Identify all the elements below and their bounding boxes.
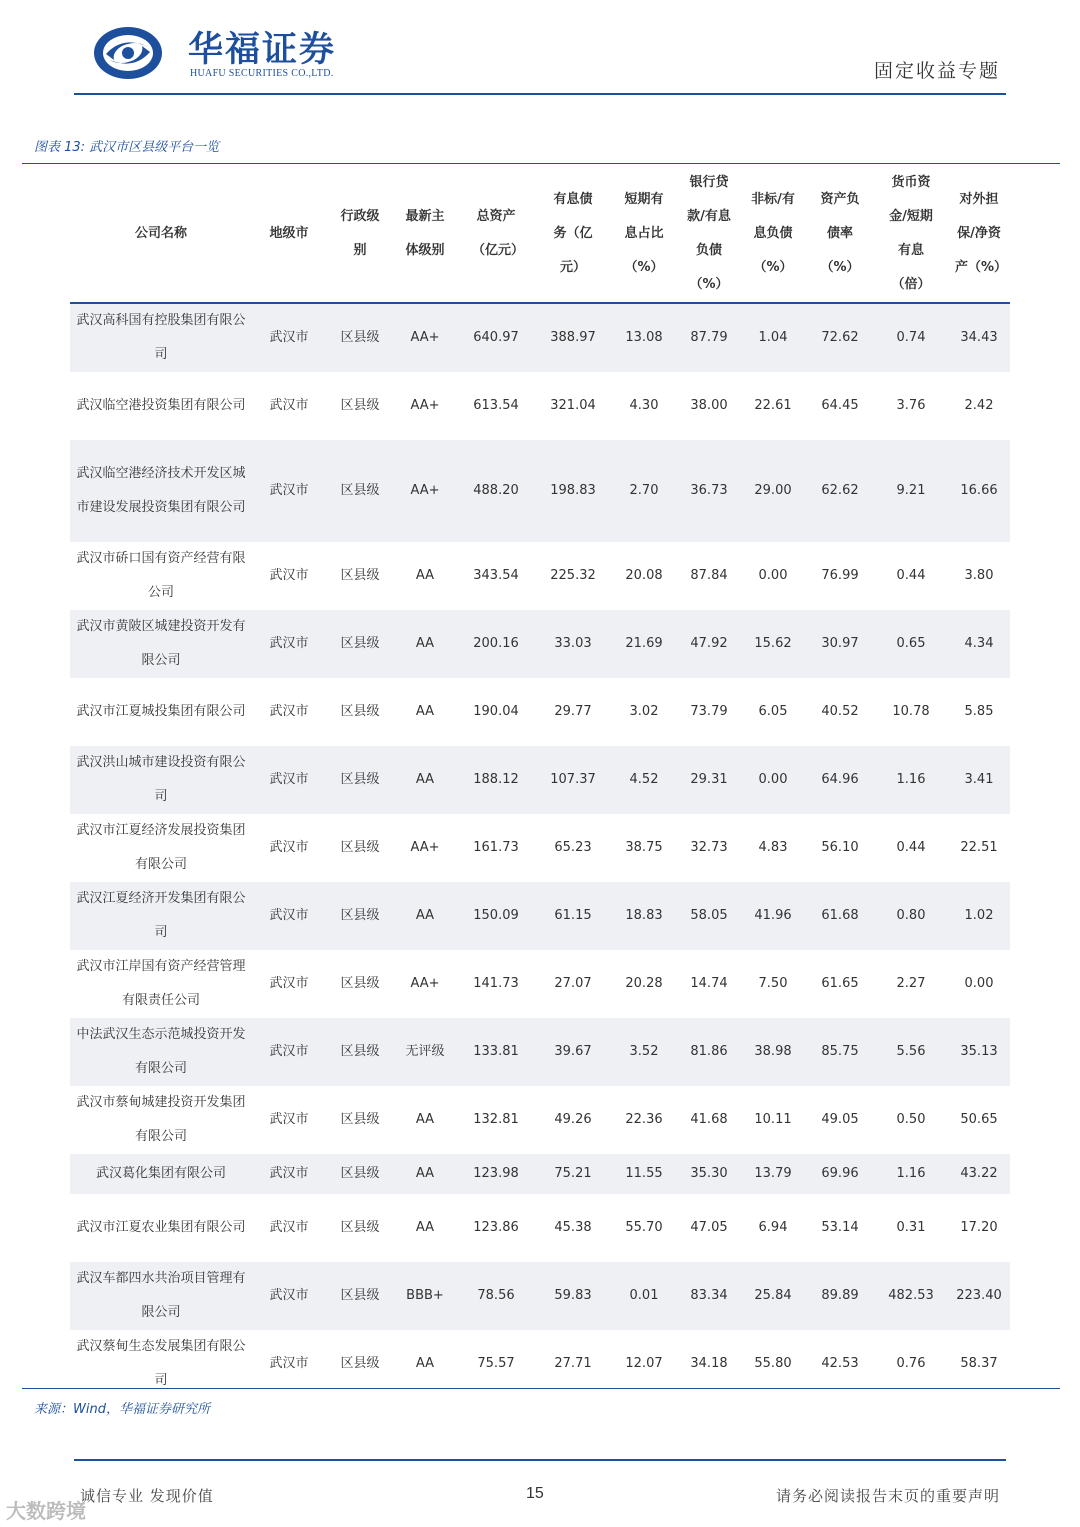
- table-cell: 76.99: [821, 568, 859, 583]
- table-cell: AA: [394, 882, 456, 950]
- table-cell: 3.41: [948, 746, 1010, 814]
- table-cell: 武汉市: [252, 610, 326, 678]
- table-cell: 武汉市: [269, 840, 309, 855]
- table-cell: 2.70: [610, 440, 678, 542]
- table-cell: 39.67: [536, 1018, 610, 1086]
- table-cell: 9.21: [874, 440, 948, 542]
- table-row: [70, 1018, 1010, 1086]
- table-cell: 107.37: [536, 746, 610, 814]
- table-cell: AA: [394, 746, 456, 814]
- table-cell: 343.54: [473, 568, 519, 583]
- table-cell: 223.40: [948, 1262, 1010, 1330]
- table-cell: AA: [394, 610, 456, 678]
- table-row: [70, 303, 1010, 372]
- table-cell: 3.80: [964, 568, 994, 583]
- table-cell: AA+: [410, 976, 440, 991]
- table-cell: 1.16: [874, 746, 948, 814]
- company-name-cell: 武汉市蔡甸城建投资开发集团有限公司: [76, 1095, 246, 1144]
- table-cell: 0.65: [874, 610, 948, 678]
- table-cell: 武汉市: [252, 746, 326, 814]
- table-cell: 0.00: [740, 746, 806, 814]
- table-cell: 15.62: [740, 610, 806, 678]
- table-cell: 75.21: [536, 1154, 610, 1194]
- table-header-row: [70, 166, 1010, 303]
- table-cell: 10.11: [754, 1112, 792, 1127]
- table-cell: 47.92: [678, 610, 740, 678]
- table-cell: 武汉市: [252, 1262, 326, 1330]
- document-type: 固定收益专题: [873, 60, 1000, 82]
- header-divider: [74, 93, 1006, 95]
- table-cell: 0.44: [896, 568, 926, 583]
- table-cell: 33.03: [536, 610, 610, 678]
- table-cell: 13.08: [610, 303, 678, 372]
- table-cell: 区县级: [340, 1112, 380, 1127]
- table-top-rule: [22, 163, 1060, 164]
- table-cell: 区县级: [340, 704, 380, 719]
- table-cell: 1.16: [874, 1154, 948, 1194]
- table-row: [70, 372, 1010, 440]
- page-header: [0, 0, 1080, 100]
- table-row: [70, 1194, 1010, 1262]
- table-cell: 83.34: [678, 1262, 740, 1330]
- table-cell: 50.65: [960, 1112, 998, 1127]
- table-cell: 区县级: [326, 440, 394, 542]
- footer-slogan: 诚信专业 发现价值: [80, 1487, 214, 1505]
- table-cell: 161.73: [473, 840, 519, 855]
- table-cell: 3.76: [896, 398, 926, 413]
- table-cell: 27.07: [554, 976, 592, 991]
- table-cell: AA+: [394, 440, 456, 542]
- table-cell: 321.04: [550, 398, 596, 413]
- col-header: 对外担保/净资产（%）: [948, 166, 1010, 303]
- table-cell: 2.27: [896, 976, 926, 991]
- table-cell: 38.98: [740, 1018, 806, 1086]
- table-cell: 123.86: [473, 1220, 519, 1235]
- table-cell: 武汉市: [269, 1356, 309, 1371]
- table-cell: 0.50: [896, 1112, 926, 1127]
- table-cell: 5.85: [964, 704, 994, 719]
- table-cell: 武汉市: [252, 1154, 326, 1194]
- table-cell: 55.80: [754, 1356, 792, 1371]
- table-row: [70, 542, 1010, 610]
- col-header: 非标/有息负债（%）: [740, 166, 806, 303]
- table-cell: 61.65: [821, 976, 859, 991]
- table-cell: 35.30: [678, 1154, 740, 1194]
- table-cell: 89.89: [806, 1262, 874, 1330]
- table-cell: 73.79: [690, 704, 728, 719]
- table-cell: 29.77: [554, 704, 592, 719]
- page-number: 15: [526, 1485, 544, 1502]
- table-cell: 1.04: [740, 303, 806, 372]
- table-cell: 13.79: [740, 1154, 806, 1194]
- table-cell: 4.34: [948, 610, 1010, 678]
- table-cell: 62.62: [806, 440, 874, 542]
- table-cell: 16.66: [948, 440, 1010, 542]
- table-cell: 武汉市: [269, 704, 309, 719]
- table-cell: 41.68: [690, 1112, 728, 1127]
- company-name-cell: 武汉临空港投资集团有限公司: [76, 398, 246, 413]
- table-cell: 35.13: [948, 1018, 1010, 1086]
- table-cell: 3.02: [629, 704, 659, 719]
- table-cell: 34.43: [948, 303, 1010, 372]
- table-cell: 0.01: [610, 1262, 678, 1330]
- brand-name-cn: 华福证券: [188, 29, 337, 70]
- company-name-cell: 武汉市硚口国有资产经营有限公司: [76, 551, 246, 600]
- table-cell: AA: [415, 1356, 435, 1371]
- table-cell: 29.00: [740, 440, 806, 542]
- table-cell: AA+: [394, 303, 456, 372]
- table-cell: BBB+: [394, 1262, 456, 1330]
- table-cell: 34.18: [690, 1356, 728, 1371]
- table-cell: AA: [415, 1220, 435, 1235]
- col-header: 行政级别: [326, 166, 394, 303]
- table-cell: 49.05: [821, 1112, 859, 1127]
- table-cell: 11.55: [610, 1154, 678, 1194]
- footer-divider: [74, 1459, 1006, 1461]
- table-cell: 14.74: [690, 976, 728, 991]
- table-cell: 45.38: [554, 1220, 592, 1235]
- company-name-cell: 武汉葛化集团有限公司: [70, 1154, 252, 1194]
- table-cell: 198.83: [536, 440, 610, 542]
- table-cell: 613.54: [473, 398, 519, 413]
- table-cell: 0.00: [964, 976, 994, 991]
- table-cell: 区县级: [340, 1220, 380, 1235]
- table-cell: 72.62: [806, 303, 874, 372]
- table-cell: 1.02: [948, 882, 1010, 950]
- huafu-logo-icon: [92, 24, 164, 82]
- table-cell: 133.81: [456, 1018, 536, 1086]
- table-row: [70, 678, 1010, 746]
- table-cell: 4.83: [758, 840, 788, 855]
- table-cell: 25.84: [740, 1262, 806, 1330]
- table-cell: 22.61: [754, 398, 792, 413]
- table-cell: 武汉市: [252, 882, 326, 950]
- table-row: [70, 1154, 1010, 1194]
- table-cell: 5.56: [874, 1018, 948, 1086]
- table-cell: 64.45: [821, 398, 859, 413]
- company-name-cell: 中法武汉生态示范城投资开发有限公司: [70, 1018, 252, 1086]
- table-cell: 区县级: [340, 976, 380, 991]
- footer-disclaimer: 请务必阅读报告末页的重要声明: [775, 1487, 1000, 1505]
- table-cell: 20.28: [625, 976, 663, 991]
- col-header: 有息债务（亿元）: [536, 166, 610, 303]
- col-header: 总资产（亿元）: [456, 166, 536, 303]
- col-header: 短期有息占比（%）: [610, 166, 678, 303]
- col-header: 地级市: [252, 166, 326, 303]
- table-cell: 55.70: [625, 1220, 663, 1235]
- table-cell: 58.05: [678, 882, 740, 950]
- table-cell: 30.97: [806, 610, 874, 678]
- table-cell: 区县级: [340, 398, 380, 413]
- table-cell: 21.69: [610, 610, 678, 678]
- table-row: [70, 440, 1010, 542]
- source-note: 来源：Wind，华福证券研究所: [34, 1402, 210, 1417]
- table-cell: 6.05: [758, 704, 788, 719]
- table-cell: 188.12: [456, 746, 536, 814]
- table-cell: 38.00: [690, 398, 728, 413]
- table-cell: 87.84: [690, 568, 728, 583]
- table-cell: 区县级: [326, 303, 394, 372]
- table-cell: 0.76: [896, 1356, 926, 1371]
- table-row: [70, 814, 1010, 882]
- company-name-cell: 武汉洪山城市建设投资有限公司: [70, 746, 252, 814]
- table-cell: 41.96: [740, 882, 806, 950]
- table-cell: 区县级: [326, 610, 394, 678]
- table-cell: 4.30: [629, 398, 659, 413]
- table-cell: 区县级: [326, 1018, 394, 1086]
- table-cell: 69.96: [806, 1154, 874, 1194]
- table-cell: 区县级: [326, 882, 394, 950]
- company-name-cell: 武汉蔡甸生态发展集团有限公司: [76, 1339, 246, 1388]
- table-cell: 47.05: [690, 1220, 728, 1235]
- table-cell: 0.44: [896, 840, 926, 855]
- table-cell: 43.22: [948, 1154, 1010, 1194]
- table-cell: 12.07: [625, 1356, 663, 1371]
- table-cell: 85.75: [806, 1018, 874, 1086]
- table-cell: 58.37: [960, 1356, 998, 1371]
- table-cell: 0.80: [874, 882, 948, 950]
- table-cell: 2.42: [964, 398, 994, 413]
- table-row: [70, 1262, 1010, 1330]
- table-cell: 4.52: [610, 746, 678, 814]
- table-cell: 225.32: [550, 568, 596, 583]
- table-cell: 18.83: [610, 882, 678, 950]
- col-header: 货币资金/短期有息（倍）: [874, 166, 948, 303]
- table-cell: 123.98: [456, 1154, 536, 1194]
- table-cell: 区县级: [340, 1356, 380, 1371]
- brand-name-en: HUAFU SECURITIES CO.,LTD.: [190, 68, 334, 79]
- table-cell: 32.73: [690, 840, 728, 855]
- table-row: [70, 1086, 1010, 1154]
- table-cell: 无评级: [394, 1018, 456, 1086]
- table-cell: 29.31: [678, 746, 740, 814]
- platform-table: [70, 166, 1010, 1398]
- table-cell: 20.08: [625, 568, 663, 583]
- table-cell: 17.20: [960, 1220, 998, 1235]
- table-cell: 42.53: [821, 1356, 859, 1371]
- company-name-cell: 武汉市江岸国有资产经营管理有限责任公司: [76, 959, 246, 1008]
- table-cell: 141.73: [473, 976, 519, 991]
- col-header: 银行贷款/有息负债（%）: [678, 166, 740, 303]
- table-cell: 36.73: [678, 440, 740, 542]
- table-cell: 65.23: [554, 840, 592, 855]
- table-cell: 区县级: [340, 840, 380, 855]
- table-cell: 武汉市: [269, 1112, 309, 1127]
- company-name-cell: 武汉市江夏经济发展投资集团有限公司: [76, 823, 246, 872]
- table-cell: 0.00: [758, 568, 788, 583]
- table-cell: 61.15: [536, 882, 610, 950]
- table-cell: 武汉市: [269, 1220, 309, 1235]
- table-cell: 22.36: [625, 1112, 663, 1127]
- table-cell: 388.97: [536, 303, 610, 372]
- col-header: 资产负债率（%）: [806, 166, 874, 303]
- table-cell: AA: [394, 1154, 456, 1194]
- table-cell: 81.86: [678, 1018, 740, 1086]
- table-cell: 482.53: [874, 1262, 948, 1330]
- table-cell: 22.51: [960, 840, 998, 855]
- table-cell: 武汉市: [269, 568, 309, 583]
- table-cell: 武汉市: [269, 398, 309, 413]
- table-cell: 53.14: [821, 1220, 859, 1235]
- table-cell: 10.78: [892, 704, 930, 719]
- table-cell: AA+: [410, 840, 440, 855]
- table-cell: 200.16: [456, 610, 536, 678]
- table-cell: 640.97: [456, 303, 536, 372]
- table-cell: 64.96: [806, 746, 874, 814]
- table-cell: 武汉市: [252, 303, 326, 372]
- table-cell: 区县级: [326, 746, 394, 814]
- table-row: [70, 746, 1010, 814]
- table-cell: AA: [415, 1112, 435, 1127]
- company-name-cell: 武汉市江夏城投集团有限公司: [76, 704, 246, 719]
- table-cell: 0.74: [874, 303, 948, 372]
- table-cell: 78.56: [456, 1262, 536, 1330]
- table-cell: 3.52: [610, 1018, 678, 1086]
- table-caption: 图表 13: 武汉市区县级平台一览: [34, 140, 220, 155]
- table-cell: 区县级: [326, 1262, 394, 1330]
- company-name-cell: 武汉市江夏农业集团有限公司: [76, 1220, 246, 1235]
- company-name-cell: 武汉市黄陂区城建投资开发有限公司: [70, 610, 252, 678]
- table-cell: 武汉市: [269, 976, 309, 991]
- table-cell: 75.57: [477, 1356, 515, 1371]
- table-row: [70, 882, 1010, 950]
- col-header: 公司名称: [70, 166, 252, 303]
- col-header: 最新主体级别: [394, 166, 456, 303]
- table-cell: 150.09: [456, 882, 536, 950]
- company-name-cell: 武汉江夏经济开发集团有限公司: [70, 882, 252, 950]
- table-row: [70, 610, 1010, 678]
- watermark: 大数跨境: [6, 1499, 86, 1523]
- table-cell: 0.31: [896, 1220, 926, 1235]
- table-cell: AA: [415, 704, 435, 719]
- table-cell: 56.10: [821, 840, 859, 855]
- table-cell: 61.68: [806, 882, 874, 950]
- table-cell: AA+: [410, 398, 440, 413]
- table-row: [70, 950, 1010, 1018]
- table-cell: 59.83: [536, 1262, 610, 1330]
- table-cell: 27.71: [554, 1356, 592, 1371]
- table-bottom-rule: [22, 1388, 1060, 1389]
- table-cell: 区县级: [340, 568, 380, 583]
- table-cell: 40.52: [821, 704, 859, 719]
- table-cell: 6.94: [758, 1220, 788, 1235]
- company-name-cell: 武汉临空港经济技术开发区城市建设发展投资集团有限公司: [70, 440, 252, 542]
- company-name-cell: 武汉高科国有控股集团有限公司: [70, 303, 252, 372]
- company-name-cell: 武汉车都四水共治项目管理有限公司: [70, 1262, 252, 1330]
- table-cell: 38.75: [625, 840, 663, 855]
- table-cell: 49.26: [554, 1112, 592, 1127]
- table-cell: 488.20: [456, 440, 536, 542]
- table-cell: 7.50: [758, 976, 788, 991]
- table-cell: 190.04: [473, 704, 519, 719]
- table-cell: AA: [415, 568, 435, 583]
- table-cell: 武汉市: [252, 440, 326, 542]
- table-cell: 武汉市: [252, 1018, 326, 1086]
- table-cell: 区县级: [326, 1154, 394, 1194]
- table-cell: 87.79: [678, 303, 740, 372]
- table-cell: 132.81: [473, 1112, 519, 1127]
